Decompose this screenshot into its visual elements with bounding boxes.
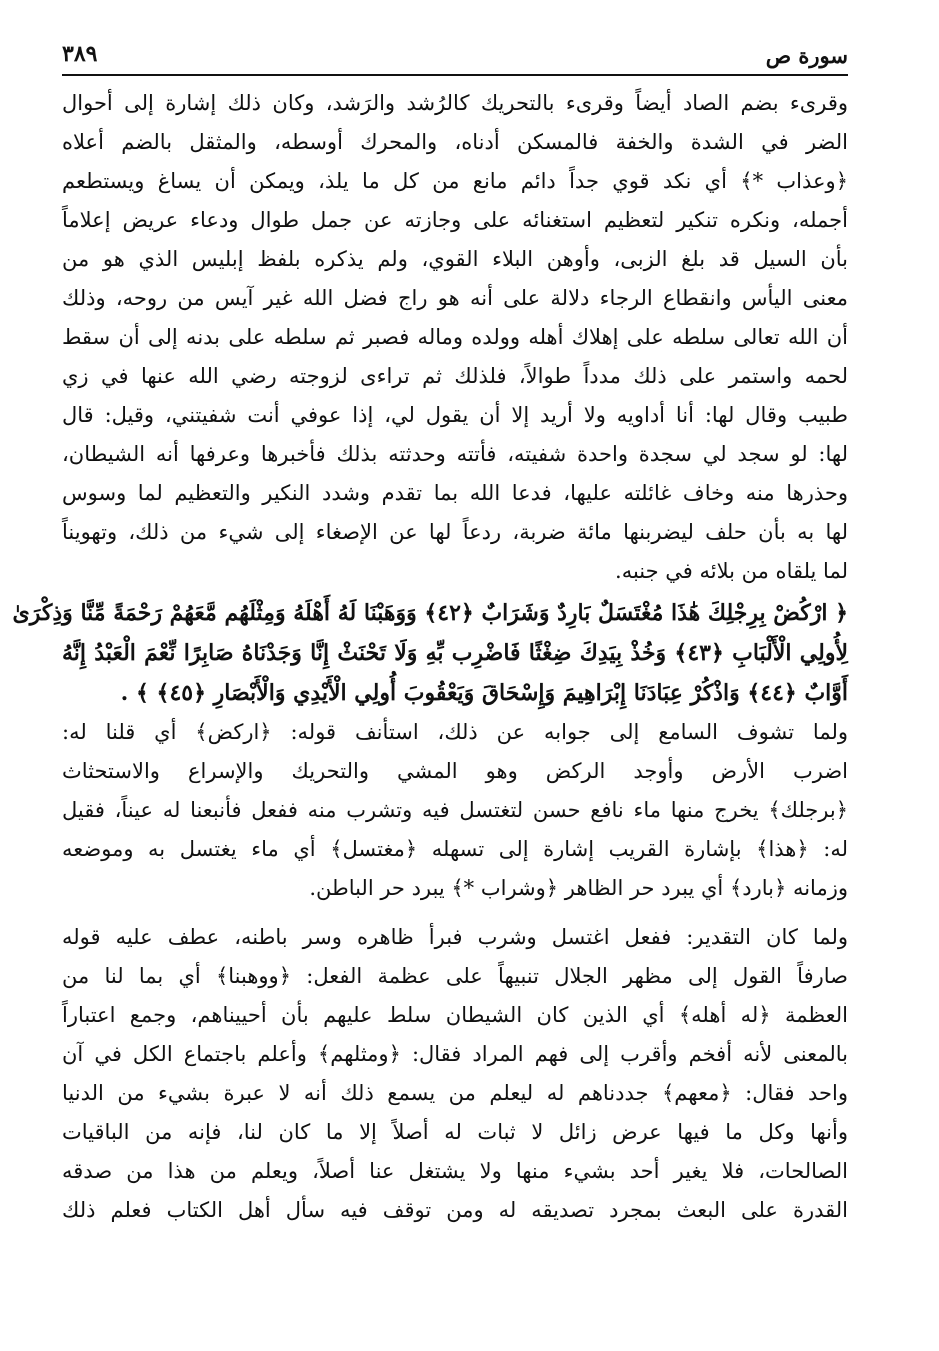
body-text: [12, 84, 848, 1230]
text-line: وحذرها منه وخاف غائلته عليها، فدعا الله بما تقدم وشدد النكير والتعظيم لما وسوس: [62, 481, 848, 505]
text-line: صارفاً القول إلى مظهر الجلال تنبيهاً على عظمة الفعل: ﴿ووهبنا﴾ أي بما لنا من: [62, 964, 848, 988]
paragraph-gap: [62, 908, 848, 918]
quran-verses: [12, 593, 848, 713]
text-line: لما يلقاه من بلائه في جنبه.: [615, 559, 848, 583]
text-line: له: ﴿هذا﴾ بإشارة القريب إشارة إلى تسهله ﴿مغتسل﴾ أي ماء يغتسل به وموضعه: [62, 837, 848, 861]
page-header: [62, 36, 848, 76]
text-line: القدرة على البعث بمجرد تصديقه له ومن توقف فيه سأل أهل الكتاب فعلم ذلك: [62, 1198, 848, 1222]
text-line: الضر في الشدة والخفة فالمسكن أدناه، والمحرك أوسطه، والمثقل بالضم أعلاه: [62, 130, 848, 154]
text-line: وزمانه ﴿بارد﴾ أي يبرد حر الظاهر ﴿وشراب *﴾ يبرد حر الباطن.: [309, 876, 848, 900]
paragraph-3: [62, 918, 848, 1230]
verse-line: ﴿ ارْكُضْ بِرِجْلِكَ هَٰذَا مُغْتَسَلٌ بَارِدٌ وَشَرَابٌ ﴿٤٢﴾ وَوَهَبْنَا لَهُ أَهْلَهُ وَمِثْلَهُم مَّعَهُمْ رَحْمَةً مِّنَّا وَذِكْرَىٰ: [12, 600, 848, 626]
text-line: أن الله تعالى سلطه على إهلاك أهله وولده وماله فصبر ثم سلطه على بدنه إلى أن سقط: [62, 325, 848, 349]
text-line: طبيب وقال لها: أنا أداويه ولا أريد إلا أن يقول لي، إذا عوفي أنت شفيتني، وقيل: قال: [62, 403, 848, 427]
text-line: أجمله، ونكره تنكير لتعظيم استغنائه على وجازته عن جمل طوال ودعاء عريض إعلاماً: [62, 208, 848, 232]
text-line: معنى اليأس وانقطاع الرجاء دلالة على أنه هو راج فضل الله غير آيس من روحه، وذلك: [62, 286, 848, 310]
text-line: ﴿برجلك﴾ يخرج منها ماء نافع حسن لتغتسل فيه وتشرب منه ففعل فأنبعنا له عيناً، فقيل: [62, 798, 848, 822]
text-line: واحد فقال: ﴿معهم﴾ جددناهم له ليعلم من يسمع ذلك أنه لا عبرة بشيء من الدنيا: [62, 1081, 848, 1105]
paragraph-2: [62, 713, 848, 908]
text-line: ولما كان التقدير: ففعل اغتسل وشرب فبرأ ظاهره وسر باطنه، عطف عليه قوله: [62, 925, 848, 949]
text-line: الصالحات، فلا يغير أحد بشيء منها ولا يشتغل عنا أصلاً، ويعلم من هذا من صدقه: [62, 1159, 848, 1183]
text-line: ولما تشوف السامع إلى جوابه عن ذلك، استأنف قوله: ﴿اركض﴾ أي قلنا له:: [62, 720, 848, 744]
text-line: لحمه واستمر على ذلك مدداً طوالاً، فلذلك ثم تراءى لزوجته رضي الله عنها في زي: [62, 364, 848, 388]
text-line: ﴿وعذاب *﴾ أي نكد قوي جداً دائم مانع من كل ما يلذ، ويمكن أن يساغ ويستطعم: [62, 169, 848, 193]
text-line: وقرىء بضم الصاد أيضاً وقرىء بالتحريك كالرُشد والرَشد، وكان ذلك إشارة إلى أحوال: [62, 91, 848, 115]
verse-line: لِأُولِي الْأَلْبَابِ ﴿٤٣﴾ وَخُذْ بِيَدِكَ ضِغْثًا فَاضْرِب بِّهِ وَلَا تَحْنَثْ إِنَّا وَجَدْنَاهُ صَابِرًا نِّعْمَ الْعَبْدُ إِنَّهُ: [62, 640, 848, 666]
text-line: بأن السيل قد بلغ الزبى، وأوهن البلاء القوي، ولم يذكره بلفظ إبليس الذي هو من: [62, 247, 848, 271]
text-line: بالمعنى لأنه أفخم وأقرب إلى فهم المراد فقال: ﴿ومثلهم﴾ وأعلم باجتماع الكل في آن: [62, 1042, 848, 1066]
verse-line: أَوَّابٌ ﴿٤٤﴾ وَاذْكُرْ عِبَادَنَا إِبْرَاهِيمَ وَإِسْحَاقَ وَيَعْقُوبَ أُولِي الْأَيْدِي وَالْأَبْصَارِ ﴿٤٥﴾ ﴾ .: [120, 680, 848, 706]
text-line: لها به بأن حلف ليضربنها مائة ضربة، ردعاً لها عن الإصغاء إلى شيء من ذلك، وتهويناً: [62, 520, 848, 544]
text-line: وأنها وكل ما فيها عرض زائل لا ثبات له أصلاً إلا ما كان لنا، فإنه من الباقيات: [62, 1120, 848, 1144]
paragraph-1: [62, 84, 848, 591]
text-line: لها: لو سجد لي سجدة واحدة شفيته، فأتته وحدثته بذلك فأخبرها وعرفها أنه الشيطان،: [62, 442, 848, 466]
page-number: ٣٨٩: [62, 41, 98, 67]
surah-title: سورة ص: [765, 43, 848, 68]
text-line: العظمة ﴿له أهله﴾ أي الذين كان الشيطان سلط عليهم بأن أحييناهم، وجمع اعتباراً: [62, 1003, 848, 1027]
book-page: [12, 36, 848, 1326]
text-line: اضرب الأرض وأوجد الركض وهو المشي والتحريك والإسراع والاستحثاث: [62, 759, 848, 783]
